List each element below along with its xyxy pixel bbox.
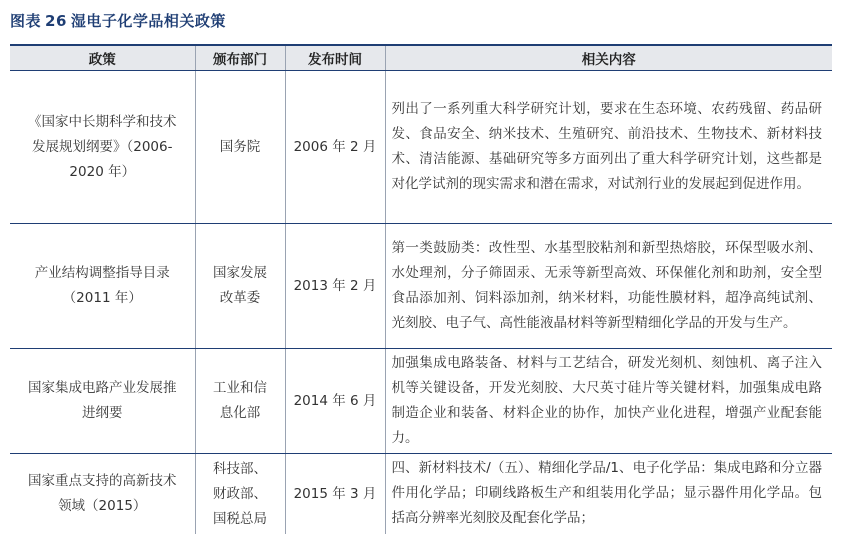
department-cell: 国务院 (195, 71, 285, 224)
department-cell: 工业和信息化部 (195, 349, 285, 454)
content-cell: 第一类鼓励类：改性型、水基型胶粘剂和新型热熔胶，环保型吸水剂、水处理剂，分子筛固汞、无汞等新型高效、环保催化剂和助剂，安全型食品添加剂、饲料添加剂，纳米材料，功能性膜材料，超净高纯试剂、光刻胶、电子气、高性能液晶材料等新型精细化学品的开发与生产。 (385, 224, 832, 349)
table-row (10, 71, 832, 224)
header-policy: 政策 (10, 45, 195, 71)
figure-title-text: 湿电子化学品相关政策 (71, 12, 226, 30)
content-cell: 列出了一系列重大科学研究计划，要求在生态环境、农药残留、药品研发、食品安全、纳米技术、生殖研究、前沿技术、生物技术、新材料技术、清洁能源、基础研究等多方面列出了重大科学研究计划，这些都是对化学试剂的现实需求和潜在需求，对试剂行业的发展起到促进作用。 (385, 71, 832, 224)
table-header-row (10, 45, 832, 71)
header-date: 发布时间 (285, 45, 385, 71)
policy-cell: 国家重点支持的高新技术领域（2015） (10, 454, 195, 534)
header-content: 相关内容 (385, 45, 832, 71)
date-cell: 2015 年 3 月 (285, 454, 385, 534)
date-cell: 2006 年 2 月 (285, 71, 385, 224)
content-cell: 四、新材料技术/（五）、精细化学品/1、电子化学品：集成电路和分立器件用化学品；印刷线路板生产和组装用化学品；显示器件用化学品。包括高分辨率光刻胶及配套化学品； (385, 454, 832, 534)
department-cell: 国家发展改革委 (195, 224, 285, 349)
date-cell: 2013 年 2 月 (285, 224, 385, 349)
date-cell: 2014 年 6 月 (285, 349, 385, 454)
department-cell: 科技部、财政部、国税总局 (195, 454, 285, 534)
header-department: 颁布部门 (195, 45, 285, 71)
table-row (10, 349, 832, 454)
content-cell: 加强集成电路装备、材料与工艺结合，研发光刻机、刻蚀机、离子注入机等关键设备，开发光刻胶、大尺英寸硅片等关键材料，加强集成电路制造企业和装备、材料企业的协作，加快产业化进程，增强产业配套能力。 (385, 349, 832, 454)
policy-table (10, 44, 832, 534)
policy-cell: 国家集成电路产业发展推进纲要 (10, 349, 195, 454)
figure-title (10, 10, 226, 31)
policy-cell: 产业结构调整指导目录（2011 年） (10, 224, 195, 349)
policy-cell: 《国家中长期科学和技术发展规划纲要》（2006-2020 年） (10, 71, 195, 224)
figure-label: 图表 (10, 12, 41, 30)
figure-number: 26 (45, 12, 67, 30)
table-row (10, 224, 832, 349)
